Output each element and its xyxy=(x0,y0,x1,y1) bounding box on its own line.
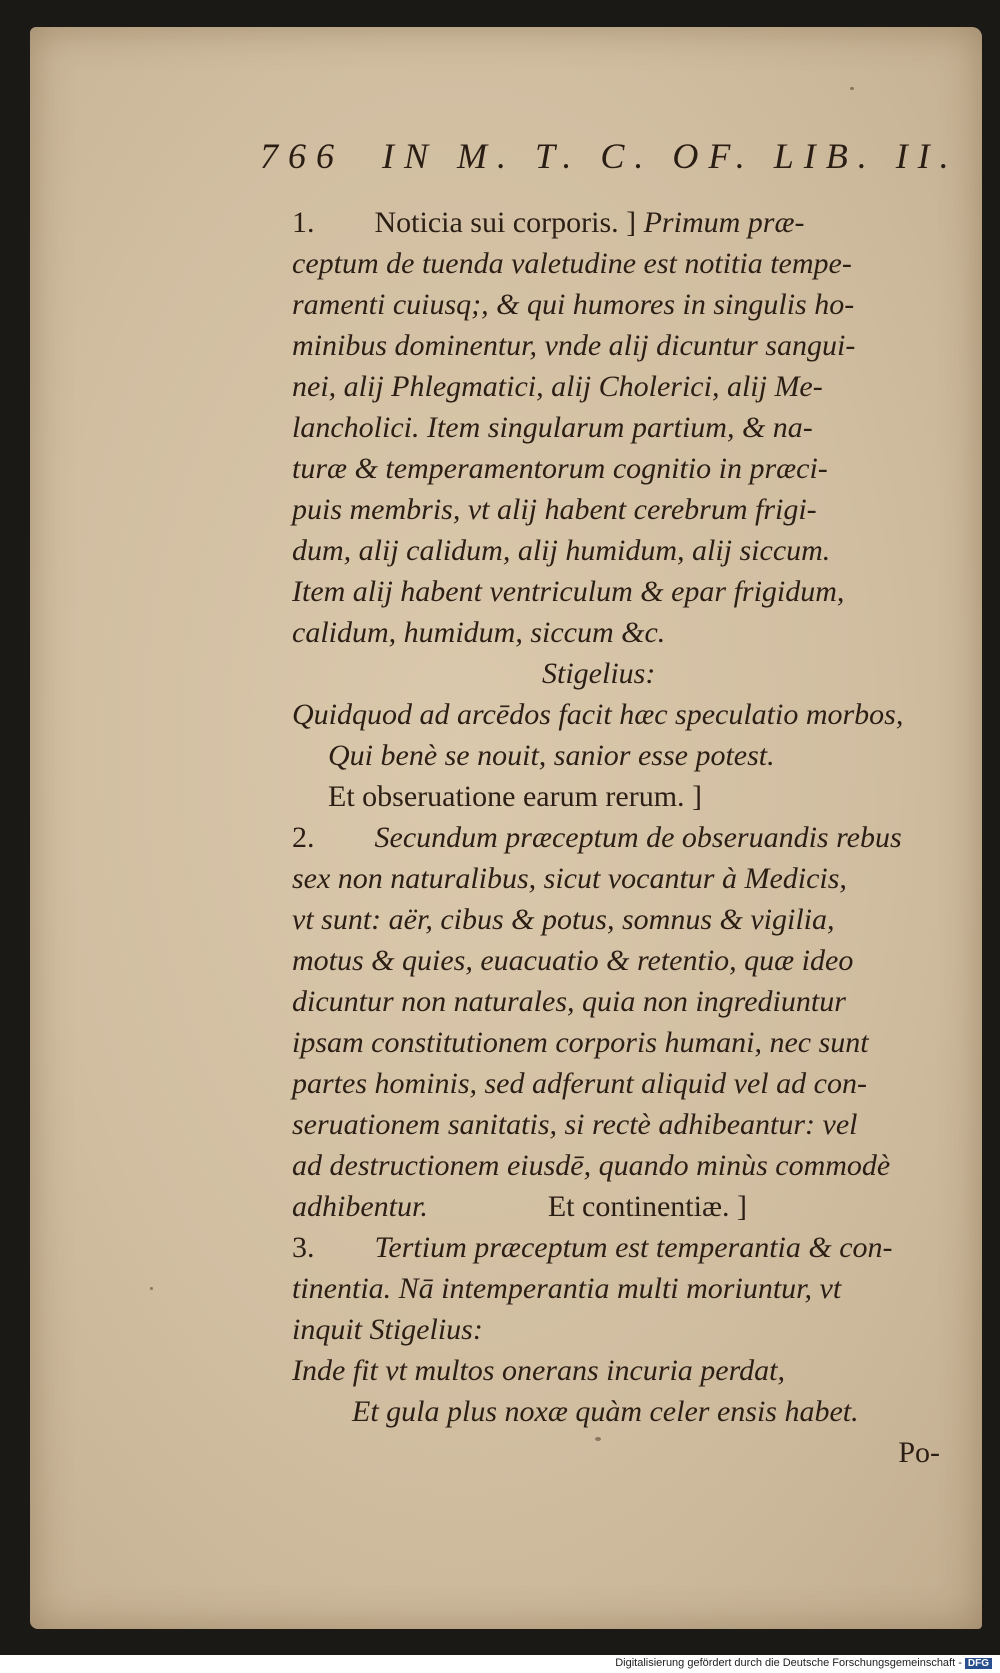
text-line: Inde fit vt multos onerans incuria perdat, xyxy=(292,1354,786,1387)
dfg-logo: DFG xyxy=(965,1658,992,1669)
text-line: sex non naturalibus, sicut vocantur à Medicis, xyxy=(292,862,847,895)
text-line xyxy=(292,202,982,243)
text-line: dum, alij calidum, alij humidum, alij siccum. xyxy=(292,534,831,567)
text-line: Qui benè se nouit, sanior esse potest. xyxy=(328,739,775,772)
text-line: partes hominis, sed adferunt aliquid vel ad con- xyxy=(292,1067,867,1100)
text-line: Et obseruatione earum rerum. ] xyxy=(328,780,703,813)
commentary-text: Secundum præceptum de obseruandis rebus xyxy=(374,821,902,854)
lemma-text: Noticia sui corporis. ] xyxy=(374,206,644,239)
digitization-credit xyxy=(615,1657,992,1669)
paper-speck xyxy=(150,1287,153,1290)
text-line: ramenti cuiusq;, & qui humores in singulis ho- xyxy=(292,288,855,321)
text-line: Quidquod ad arcēdos facit hæc speculatio morbos, xyxy=(292,698,904,731)
text-line: turæ & temperamentorum cognitio in præci- xyxy=(292,452,828,485)
text-line: motus & quies, euacuatio & retentio, quæ ideo xyxy=(292,944,854,977)
section-number: 2. xyxy=(292,821,375,854)
section-number: 1. xyxy=(292,206,375,239)
page-text xyxy=(292,202,982,1473)
section-number: 3. xyxy=(292,1231,375,1264)
text-line: inquit Stigelius: xyxy=(292,1313,483,1346)
commentary-text: Tertium præceptum est temperantia & con- xyxy=(374,1231,893,1264)
text-line xyxy=(292,817,982,858)
text-line: minibus dominentur, vnde alij dicuntur sangui- xyxy=(292,329,856,362)
text-line: Item alij habent ventriculum & epar frigidum, xyxy=(292,575,845,608)
text-line: lancholici. Item singularum partium, & na- xyxy=(292,411,813,444)
text-line: ad destructionem eiusdē, quando minùs commodè xyxy=(292,1149,891,1182)
paper-speck xyxy=(850,87,854,90)
text-line: ceptum de tuenda valetudine est notitia tempe- xyxy=(292,247,852,280)
text-line xyxy=(292,1186,982,1227)
text-line: vt sunt: aër, cibus & potus, somnus & vigilia, xyxy=(292,903,835,936)
page-header: 766 IN M. T. C. OF. LIB. II. xyxy=(260,136,959,176)
text-line: Po- xyxy=(898,1436,940,1469)
commentary-text: Primum præ- xyxy=(643,206,805,239)
commentary-text: adhibentur. xyxy=(292,1190,548,1223)
text-line: Et gula plus noxæ quàm celer ensis habet. xyxy=(352,1395,859,1428)
text-line: seruationem sanitatis, si rectè adhibeantur: vel xyxy=(292,1108,858,1141)
text-line: ipsam constitutionem corporis humani, nec sunt xyxy=(292,1026,869,1059)
text-line: calidum, humidum, siccum &c. xyxy=(292,616,666,649)
text-line: dicuntur non naturales, quia non ingrediuntur xyxy=(292,985,846,1018)
book-page xyxy=(30,27,982,1629)
paper-speck xyxy=(595,1437,601,1441)
text-line xyxy=(292,1227,982,1268)
text-line: Stigelius: xyxy=(542,657,656,690)
text-line: tinentia. Nā intemperantia multi moriuntur, vt xyxy=(292,1272,842,1305)
text-line: nei, alij Phlegmatici, alij Cholerici, alij Me- xyxy=(292,370,823,403)
text-line: puis membris, vt alij habent cerebrum frigi- xyxy=(292,493,817,526)
footer-credit-text: Digitalisierung gefördert durch die Deutsche Forschungsgemeinschaft - xyxy=(615,1657,962,1669)
lemma-text: Et continentiæ. ] xyxy=(547,1190,747,1223)
